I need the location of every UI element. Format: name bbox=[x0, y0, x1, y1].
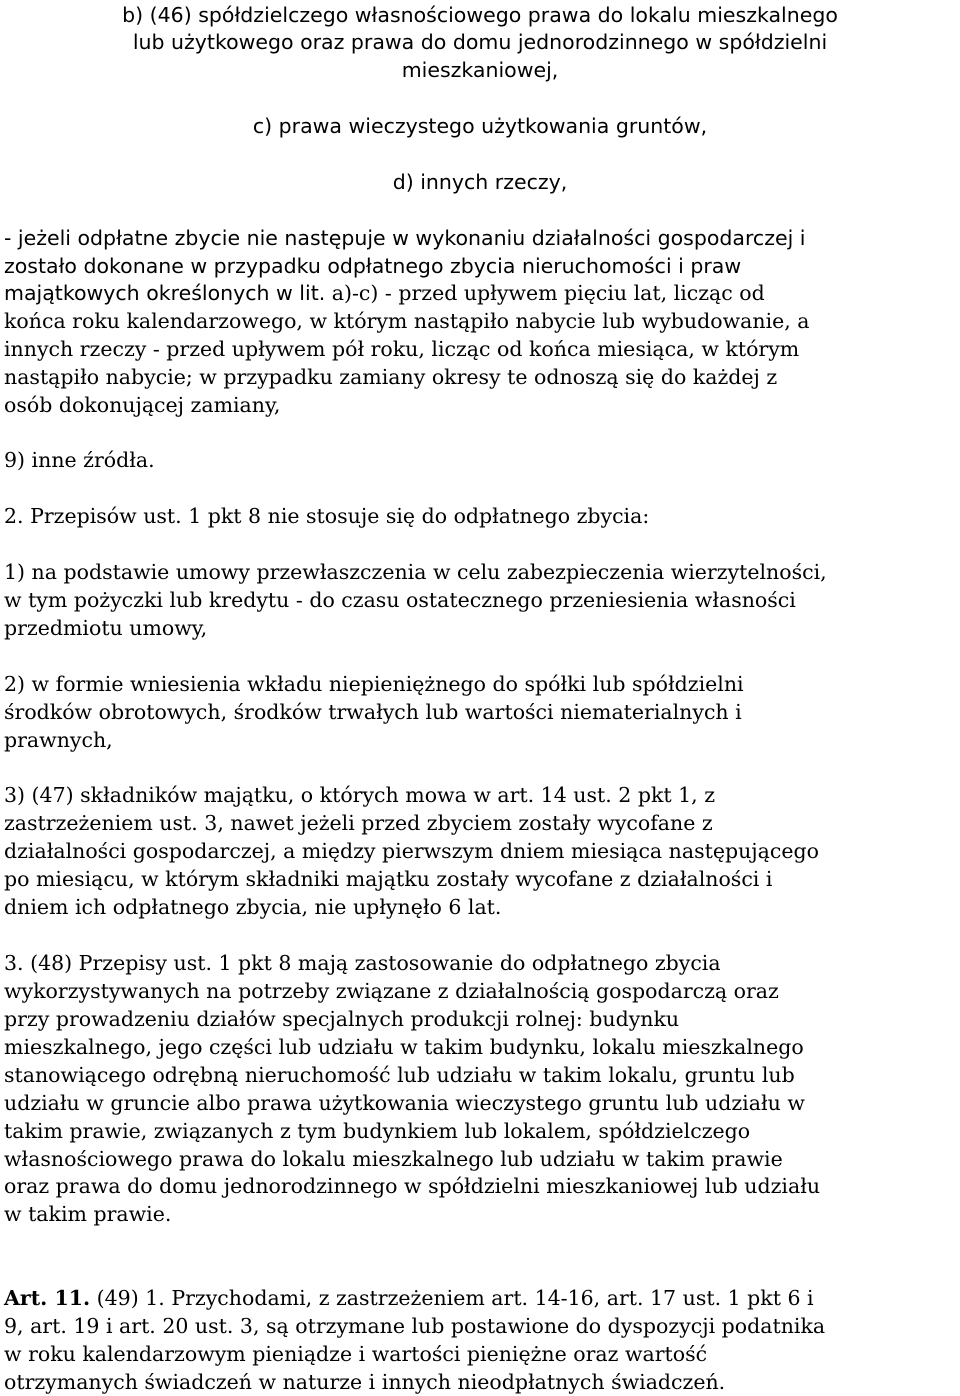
text-line: własnościowego prawa do lokalu mieszkalnego lub udziału w takim prawie bbox=[4, 1147, 783, 1171]
text-line: 1) na podstawie umowy przewłaszczenia w celu zabezpieczenia wierzytelności, bbox=[4, 560, 827, 584]
text-line: w tym pożyczki lub kredytu - do czasu ostatecznego przeniesienia własności bbox=[4, 588, 796, 612]
text-line: udziału w gruncie albo prawa użytkowania wieczystego gruntu lub udziału w bbox=[4, 1091, 805, 1115]
text-segment: 3, nawet jeżeli przed zbyciem zostały wycofane z bbox=[197, 811, 713, 835]
text-line bbox=[4, 950, 721, 976]
article-heading: Art. 11. bbox=[4, 1286, 91, 1310]
text-line: końca roku kalendarzowego, w którym nastąpiło nabycie lub wybudowanie, a bbox=[4, 309, 810, 333]
text-line: innych rzeczy - przed upływem pół roku, licząc od końca miesiąca, w którym bbox=[4, 337, 800, 361]
text-line: 9, art. 19 i art. 20 ust. 3, są otrzymane lub postawione do dyspozycji podatnika bbox=[4, 1314, 826, 1338]
text-line: otrzymanych świadczeń w naturze i innych nieodpłatnych świadczeń. bbox=[4, 1370, 726, 1394]
text-segment: zastrzeżeniem ust. bbox=[4, 811, 198, 835]
text-line: 9) inne źródła. bbox=[4, 448, 155, 472]
text-segment: 1 pkt 8 mają zastosowanie do odpłatnego zbycia bbox=[211, 951, 721, 975]
text-line: w takim prawie. bbox=[4, 1202, 172, 1226]
text-line: mieszkaniowej, bbox=[401, 58, 559, 82]
text-line: stanowiącego odrębną nieruchomość lub udziału w takim lokalu, gruntu lub bbox=[4, 1063, 795, 1087]
text-line: d) innych rzeczy, bbox=[392, 170, 568, 194]
text-line: przy prowadzeniu działów specjalnych produkcji rolnej: budynku bbox=[4, 1007, 680, 1031]
text-segment: 2. Przepisów ust. bbox=[4, 504, 182, 528]
text-line: w roku kalendarzowym pieniądze i wartości pieniężne oraz wartość bbox=[4, 1342, 708, 1366]
text-segment: a)-c) - przed upływem pięciu lat, licząc od bbox=[325, 281, 765, 305]
text-line: lub użytkowego oraz prawa do domu jednorodzinnego w spółdzielni bbox=[132, 30, 828, 54]
text-line: po miesiącu, w którym składniki majątku zostały wycofane z działalności i bbox=[4, 867, 773, 891]
text-segment: (49) 1. Przychodami, z zastrzeżeniem art. 14-16, art. 17 ust. 1 pkt 6 i bbox=[90, 1286, 814, 1310]
text-line: przedmiotu umowy, bbox=[4, 616, 208, 640]
text-line: nastąpiło nabycie; w przypadku zamiany okresy te odnoszą się do każdej z bbox=[4, 365, 778, 389]
text-line: dniem ich odpłatnego zbycia, nie upłynęło 6 lat. bbox=[4, 895, 502, 919]
text-line bbox=[4, 280, 765, 306]
text-segment: 1 pkt 8 nie stosuje się do odpłatnego zbycia: bbox=[181, 504, 650, 528]
text-line: oraz prawa do domu jednorodzinnego w spółdzielni mieszkaniowej lub udziału bbox=[4, 1174, 821, 1198]
text-line: działalności gospodarczej, a między pierwszym dniem miesiąca następującego bbox=[4, 839, 819, 863]
text-line: osób dokonującej zamiany, bbox=[4, 393, 281, 417]
text-segment: 3. (48) Przepisy ust. bbox=[4, 951, 212, 975]
text-segment: majątkowych określonych w lit. bbox=[4, 281, 326, 305]
text-line: - jeżeli odpłatne zbycie nie następuje w wykonaniu działalności gospodarczej i bbox=[4, 226, 806, 250]
text-line: zostało dokonane w przypadku odpłatnego zbycia nieruchomości i praw bbox=[4, 254, 742, 278]
text-line bbox=[4, 810, 713, 836]
text-line: środków obrotowych, środków trwałych lub wartości niematerialnych i bbox=[4, 700, 742, 724]
text-line: b) (46) spółdzielczego własnościowego prawa do lokalu mieszkalnego bbox=[122, 3, 838, 27]
text-line: wykorzystywanych na potrzeby związane z działalnością gospodarczą oraz bbox=[4, 979, 779, 1003]
text-line: c) prawa wieczystego użytkowania gruntów, bbox=[252, 114, 708, 138]
text-line bbox=[4, 503, 649, 529]
text-line: mieszkalnego, jego części lub udziału w takim budynku, lokalu mieszkalnego bbox=[4, 1035, 804, 1059]
text-line: takim prawie, związanych z tym budynkiem lub lokalem, spółdzielczego bbox=[4, 1119, 751, 1143]
text-line: 2) w formie wniesienia wkładu niepieniężnego do spółki lub spółdzielni bbox=[4, 672, 744, 696]
text-line: prawnych, bbox=[4, 728, 113, 752]
text-line bbox=[4, 1285, 814, 1311]
text-line: 3) (47) składników majątku, o których mowa w art. 14 ust. 2 pkt 1, z bbox=[4, 783, 716, 807]
